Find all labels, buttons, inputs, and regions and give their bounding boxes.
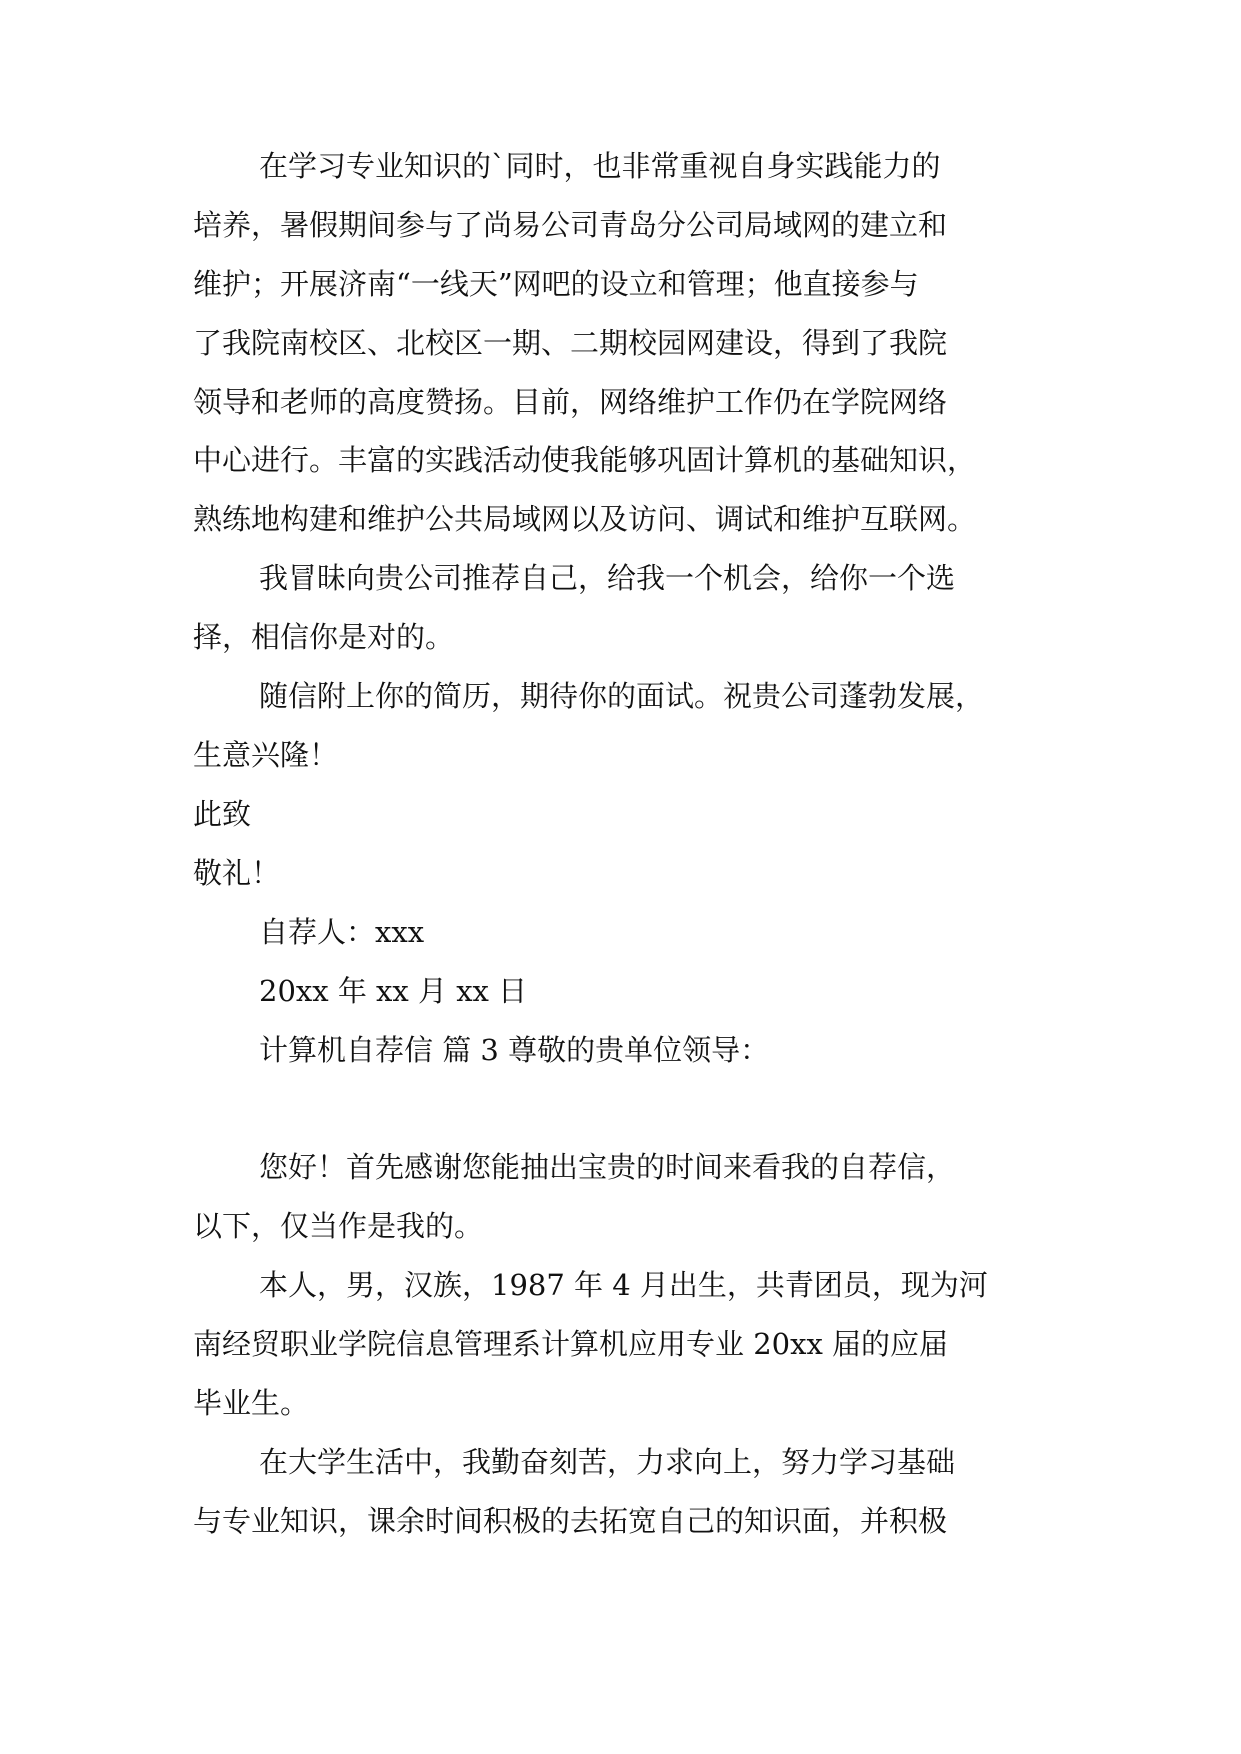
paragraph-line: 与专业知识，课余时间积极的去拓宽自己的知识面，并积极 — [193, 1504, 948, 1538]
paragraph-line: 以下，仅当作是我的。 — [193, 1209, 484, 1243]
paragraph-line: 随信附上你的简历，期待你的面试。祝贵公司蓬勃发展， — [259, 679, 985, 713]
paragraph-line: 领导和老师的高度赞扬。目前，网络维护工作仍在学院网络 — [193, 385, 948, 419]
closing-line: 此致 — [193, 797, 252, 831]
paragraph-line: 您好！首先感谢您能抽出宝贵的时间来看我的自荐信， — [259, 1150, 956, 1184]
paragraph-line: 中心进行。丰富的实践活动使我能够巩固计算机的基础知识， — [193, 443, 977, 477]
paragraph-line: 了我院南校区、北校区一期、二期校园网建设，得到了我院 — [193, 326, 948, 360]
paragraph-line: 我冒昧向贵公司推荐自己，给我一个机会，给你一个选 — [259, 561, 956, 595]
paragraph-line: 在学习专业知识的`同时，也非常重视自身实践能力的 — [259, 149, 941, 183]
paragraph-line: 毕业生。 — [193, 1386, 310, 1420]
closing-line: 敬礼！ — [193, 856, 281, 890]
paragraph-line: 本人，男，汉族，1987 年 4 月出生，共青团员，现为河 — [259, 1268, 988, 1302]
signature-line: 自荐人：xxx — [259, 915, 425, 949]
paragraph-line: 在大学生活中，我勤奋刻苦，力求向上，努力学习基础 — [259, 1445, 956, 1479]
paragraph-line: 培养，暑假期间参与了尚易公司青岛分公司局域网的建立和 — [193, 208, 948, 242]
paragraph-line: 择，相信你是对的。 — [193, 620, 455, 654]
paragraph-line: 维护；开展济南“一线天”网吧的设立和管理；他直接参与 — [193, 267, 919, 301]
date-line: 20xx 年 xx 月 xx 日 — [259, 974, 528, 1008]
paragraph-line: 熟练地构建和维护公共局域网以及访问、调试和维护互联网。 — [193, 502, 977, 536]
paragraph-line: 生意兴隆！ — [193, 738, 339, 772]
paragraph-line: 南经贸职业学院信息管理系计算机应用专业 20xx 届的应届 — [193, 1327, 949, 1361]
section-heading: 计算机自荐信 篇 3 尊敬的贵单位领导： — [259, 1033, 770, 1067]
